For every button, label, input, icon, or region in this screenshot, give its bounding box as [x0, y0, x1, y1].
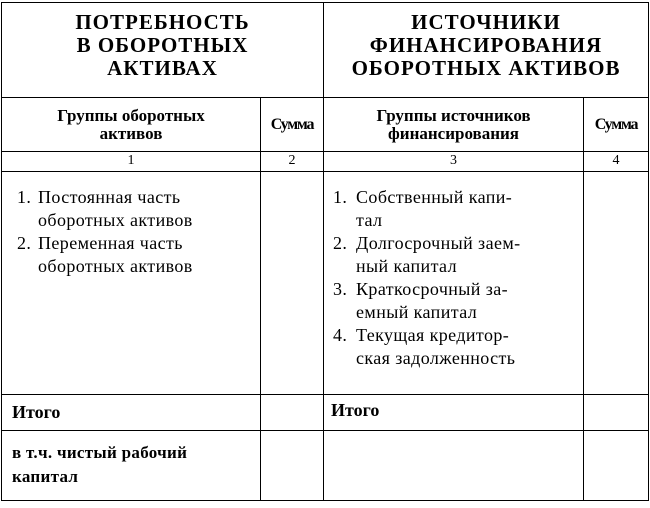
- left-heading-line-1: ПОТРЕБНОСТЬ: [75, 10, 250, 34]
- total-row: [2, 395, 649, 431]
- list-item-line: ный капитал: [356, 256, 457, 276]
- list-item-line: тал: [356, 210, 383, 230]
- net-working-capital-label: [2, 431, 261, 501]
- col3-number: 3: [324, 152, 584, 172]
- col2-header: Сумма: [261, 98, 324, 152]
- right-heading-line-3: ОБОРОТНЫХ АКТИВОВ: [351, 56, 621, 80]
- list-item: [333, 324, 583, 370]
- column-header-row: [2, 98, 649, 152]
- list-item: [333, 278, 583, 324]
- list-item-line: Краткосрочный за-: [356, 279, 509, 299]
- col1-header: [2, 98, 261, 152]
- list-item-number: 3.: [333, 279, 348, 299]
- right-heading-line-2: ФИНАНСИРОВАНИЯ: [369, 33, 603, 57]
- right-heading-line-1: ИСТОЧНИКИ: [411, 10, 561, 34]
- col3-header: [324, 98, 584, 152]
- list-item-number: 1.: [17, 187, 32, 207]
- right-total-label: Итого: [324, 395, 584, 431]
- list-item: [333, 232, 583, 278]
- list-item-line: емный капитал: [356, 302, 478, 322]
- list-item: [17, 232, 260, 278]
- list-item-number: 2.: [17, 233, 32, 253]
- list-item-line: Переменная часть: [38, 233, 183, 253]
- col4-empty-cell: [584, 172, 649, 395]
- left-total-sum-cell: [261, 395, 324, 431]
- left-total-label: Итого: [2, 395, 261, 431]
- col1-number: 1: [2, 152, 261, 172]
- right-empty-sum-cell: [584, 431, 649, 501]
- items-row: [2, 172, 649, 395]
- note-line-2: капитал: [12, 467, 79, 486]
- col3-header-line-1: Группы источников: [376, 105, 531, 125]
- col2-empty-cell: [261, 172, 324, 395]
- list-item-line: Постоянная часть: [38, 187, 181, 207]
- working-capital-table: [1, 2, 649, 501]
- left-heading-line-2: В ОБОРОТНЫХ: [76, 33, 249, 57]
- col4-number: 4: [584, 152, 649, 172]
- col3-header-line-2: финансирования: [388, 123, 520, 143]
- left-heading: [2, 3, 324, 98]
- list-item-number: 1.: [333, 187, 348, 207]
- financing-sources-list: [324, 172, 584, 395]
- left-heading-line-3: АКТИВАХ: [107, 56, 218, 80]
- list-item: [17, 186, 260, 232]
- list-item-line: оборотных активов: [38, 256, 193, 276]
- table-heading-row: [2, 3, 649, 98]
- right-total-sum-cell: [584, 395, 649, 431]
- net-working-capital-sum-cell: [261, 431, 324, 501]
- list-item-line: оборотных активов: [38, 210, 193, 230]
- list-item-line: Долгосрочный заем-: [356, 233, 521, 253]
- net-working-capital-row: [2, 431, 649, 501]
- col2-number: 2: [261, 152, 324, 172]
- right-heading: [324, 3, 649, 98]
- col1-header-line-1: Группы оборотных: [57, 105, 205, 125]
- list-item-number: 2.: [333, 233, 348, 253]
- list-item: [333, 186, 583, 232]
- col4-header: Сумма: [584, 98, 649, 152]
- list-item-number: 4.: [333, 325, 348, 345]
- col1-header-line-2: активов: [99, 123, 163, 143]
- list-item-line: ская задолженность: [356, 348, 516, 368]
- note-line-1: в т.ч. чистый рабочий: [12, 443, 188, 462]
- list-item-line: Собственный капи-: [356, 187, 513, 207]
- right-empty-cell: [324, 431, 584, 501]
- list-item-line: Текущая кредитор-: [356, 325, 510, 345]
- column-number-row: [2, 152, 649, 172]
- asset-groups-list: [2, 172, 261, 395]
